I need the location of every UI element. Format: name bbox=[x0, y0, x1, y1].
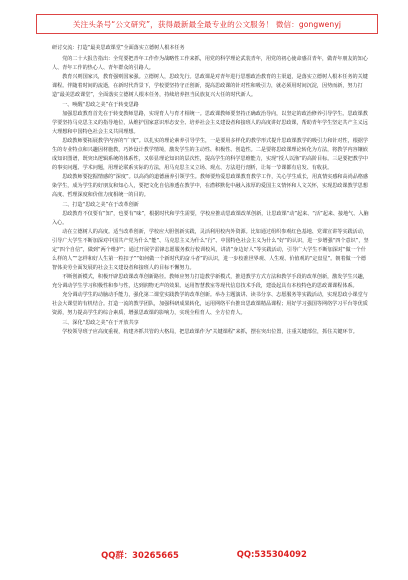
section-heading: 一、唤醒“思政之美”在于转变思路 bbox=[62, 101, 139, 108]
section-heading: 二、打造“思政之美”在于改革创新 bbox=[62, 201, 139, 208]
doc-paragraph: 党的二十大报告指出：全党要把青年工作作为战略性工作来抓，用党的科学理论武装青年，用党的初心使命感召青年，做青年朋友的知心人、青年工作的热心人、青年群众的引路人。 bbox=[52, 56, 368, 72]
doc-paragraph: 不断创新模式，积极开辟思政课改革创新路径。教师应努力打造教学新模式，推进教学方式方法和教学手段的改革创新，激发学生兴趣，充分调动学生学习积极性和参与性，达到润物无声的效果。运用智慧教室等现代信息技术手段，建设起具有本校特色的思政课课程体系。 bbox=[52, 274, 368, 290]
doc-paragraph: 加强思政教育首先在于转变教师思路，实现育人与育才相统一。思政课教师要坚持正确政治导向，以坚定的政治修养引导学生。思政课教学要坚持马克思主义的指导地位，从维护国家意识形态安全、培养社会主义建设者和接班人的高度讲好思政课，帮助青年学生坚定共产主义远大理想和中国特色社会主义共同理想。 bbox=[52, 110, 368, 135]
doc-paragraph: 充分调动学生的动脑动手能力，强化第二课堂实践教学的改革创新。举办主题演讲、读书分享、志愿服务等实践活动，实现思政小课堂与社会大课堂的有机结合。打造一流的教学团队，加强科研成果转化，运用网络平台推出思政课精品课程；用好学习强国等网络学习平台等优质资源，努力提高学生的综合素质，增强思政课的影响力，实现全程育人、全方位育人。 bbox=[52, 292, 368, 317]
qq-number: QQ:535304092 bbox=[236, 549, 307, 559]
doc-paragraph: 学校领导班子应高度重视，构建齐抓共管的大格局，把思政课作为“关键课程”来抓，摆在突出位置，注重关键部位，抓住关键环节。 bbox=[62, 328, 358, 335]
contact-footer bbox=[0, 549, 408, 563]
doc-paragraph: 思政教师要挖掘情感的“深度”。以高尚的道德涵养引领学生。教师要热爱思政课教育教学工作，关心学生成长，用真情实感和高尚品格感染学生，成为学生的好朋友和知心人，要把文化自信渗透在教学中，在潜移默化中融入浓厚的爱国主义情怀和人文关怀，实现思政课教学思想高度、哲理深度和价值力度相统一的目的。 bbox=[52, 174, 369, 199]
doc-paragraph: 思政教育不仅要有“知”，也要有“味”，根据时代和学生需要，学校应推动思政课改革创新，让思政课“动”起来、“活”起来、接地气、入脑入心。 bbox=[52, 210, 369, 226]
doc-paragraph: 动在立德树人的高度。适当改革创新，学校应大胆创新实践，灵活利用校内外资源。比如通过组织参观红色基地、党课宣讲等实践活动，引导广大学生不断加深对中国共产党为什么“能”、马克思主义为什么“行”、中国特色社会主义为什么“好”的认识，进一步增强“四个意识”，坚定“四个自信”，做到“两个维护”；通过开展学雷锋志愿服务救行校训校风，讲清“身边好人”等实践活动，引导广大学生不断加深对“做一个什么样的人”“怎样和好人生第一粒扣子”“如何做一个新时代的奋斗者”的认识，进一步校准世界观、人生观、价值观的“定盘星”。朝着做一个德智体美劳全面发展的社会主义建设者和接班人的目标不懈努力。 bbox=[52, 228, 369, 272]
doc-paragraph: 教育兴则国家兴，教育强则国家强。立德树人，思政先行。思政课是对青年进行思想政治教育的主渠道，是落实立德树人根本任务的关键课程。伴随着时间的流逝，在新时代背景下，学校要坚持守正创新，提高思政课的针对性和吸引力，就必须用时间沉淀，因势而新，努力打造“最美思政课堂”，全面落实立德树人根本任务，持续培养担当民族复兴大任的时代新人。 bbox=[52, 74, 368, 99]
document-body bbox=[52, 44, 370, 544]
promo-banner: 关注头条号“公文研究”，获得最新最全最专业的公文服务！ 微信：gongwenyj bbox=[36, 14, 378, 34]
doc-paragraph: 思政教师要拓展教学内容的“广度”。以扎实的理论素养引导学生，一是要用多样化的教学形式提升思政课教学的吸引力和针对性，根据学生的专业特点和兴趣因材施教，巧妙设计教学情境，激发学生的主动性、积极性、创造性。二是要将思政课理论转化为方法，将教学内容镶嵌成知识图谱，既突出逻辑系统的体系性，又彰显理论知识的层次性，提高学生的科学思维能力，实现“授人以渔”的高阶目标。三是要把教学中的事实问题、学术问题，用理论联系实际的方法，用马克思主义立场、观点、方法进行剖析，让每一节课都有启发、有收获。 bbox=[52, 137, 369, 172]
doc-title: 研讨交流：打造“最美思政课堂”全面落实立德树人根本任务 bbox=[52, 45, 185, 51]
section-heading: 三、深化“思政之美”在于开放共享 bbox=[62, 319, 139, 326]
qq-group-number: QQ群：30265665 bbox=[101, 550, 179, 560]
